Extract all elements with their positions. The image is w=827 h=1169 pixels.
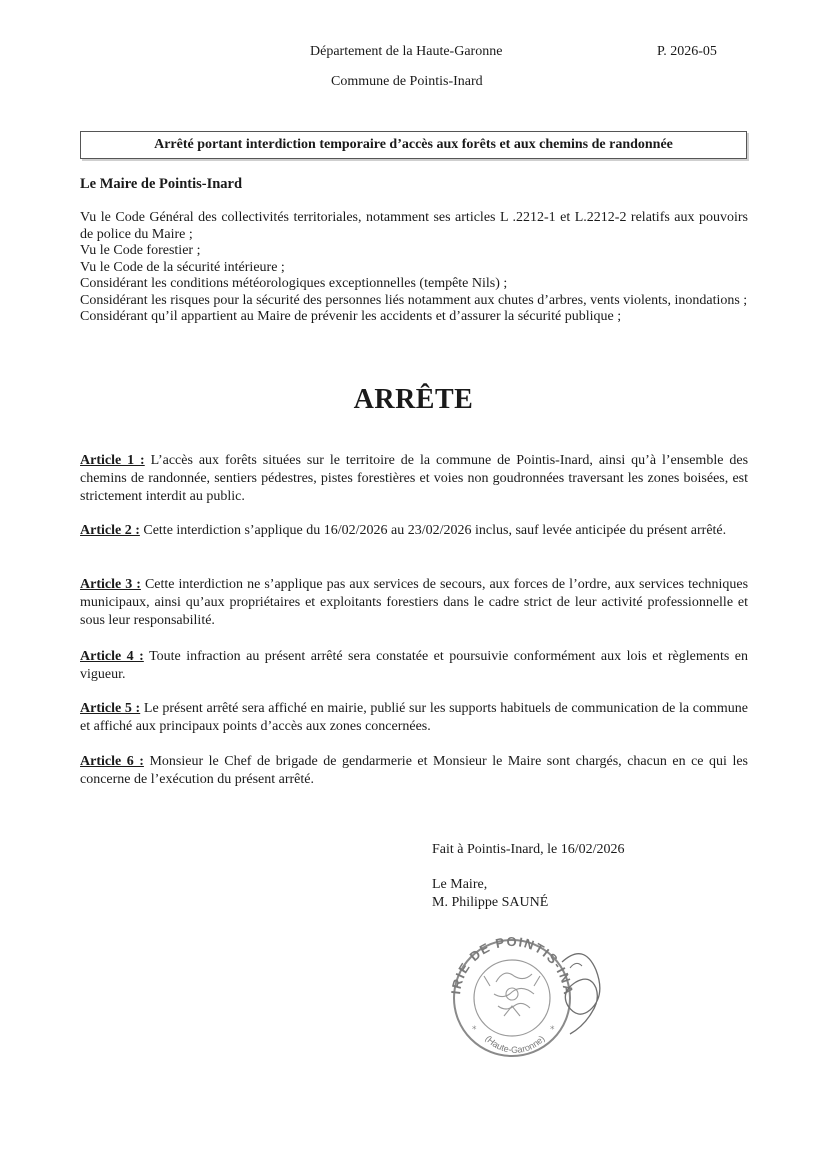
- svg-text:*: *: [550, 1025, 555, 1035]
- svg-text:*: *: [472, 1025, 477, 1035]
- signature-role: Le Maire,: [432, 877, 488, 892]
- preamble-line: Considérant les conditions météorologiques exceptionnelles (tempête Nils) ;: [80, 276, 508, 291]
- document-reference: P. 2026-05: [657, 44, 717, 59]
- article-1: [80, 452, 748, 506]
- article-label: Article 4 :: [80, 649, 144, 664]
- article-label: Article 1 :: [80, 453, 145, 468]
- article-6: [80, 753, 748, 789]
- preamble-line: Considérant les risques pour la sécurité des personnes liés notamment aux chutes d’arbres, vents violents, inondations ;: [80, 292, 748, 308]
- preamble-line: Vu le Code forestier ;: [80, 243, 201, 258]
- department-name: Département de la Haute-Garonne: [310, 44, 503, 59]
- article-3: [80, 576, 748, 630]
- decree-heading: ARRÊTE: [353, 384, 474, 415]
- preamble-line: Vu le Code Général des collectivités territoriales, notamment ses articles L .2212-1 et L.2212-2 relatifs aux pouvoirs de police du Maire ;: [80, 210, 748, 242]
- preamble-line: Considérant qu’il appartient au Maire de prévenir les accidents et d’assurer la sécurité publique ;: [80, 309, 622, 324]
- document-title: Arrêté portant interdiction temporaire d’accès aux forêts et aux chemins de randonnée: [154, 137, 673, 152]
- article-text: L’accès aux forêts situées sur le territoire de la commune de Pointis-Inard, ainsi qu’à l’ensemble des chemins de randonnée, sentiers pédestres, pistes forestières et voies non goudronnées traversant les zones boisées, est strictement interdit au public.: [80, 453, 749, 504]
- article-5: [80, 700, 748, 736]
- official-stamp-icon: [438, 932, 608, 1062]
- article-text: Cette interdiction ne s’applique pas aux services de secours, aux forces de l’ordre, aux services techniques municipaux, ainsi qu’aux propriétaires et exploitants forestiers dans le cadre strict de leur activité professionnelle et sous leur responsabilité.: [80, 577, 749, 628]
- article-text: Cette interdiction s’applique du 16/02/2026 au 23/02/2026 inclus, sauf levée anticipée du présent arrêté.: [143, 523, 727, 538]
- preamble-line: Vu le Code de la sécurité intérieure ;: [80, 259, 285, 275]
- svg-text:MAIRIE DE POINTIS-INARD: IRIE DE POINTIS-INA: [448, 933, 577, 997]
- commune-name: Commune de Pointis-Inard: [331, 74, 483, 89]
- article-label: Article 2 :: [80, 523, 140, 538]
- article-text: Toute infraction au présent arrêté sera constatée et poursuivie conformément aux lois et règlements en vigueur.: [80, 649, 749, 682]
- issuer: Le Maire de Pointis-Inard: [80, 176, 243, 192]
- svg-text:(Haute-Garonne): (Haute-Garonne): [483, 1033, 547, 1055]
- article-4: [80, 648, 748, 684]
- mayor-seal-and-signature: [438, 932, 608, 1062]
- article-label: Article 6 :: [80, 754, 144, 769]
- signature-name: M. Philippe SAUNÉ: [432, 895, 549, 910]
- article-text: Monsieur le Chef de brigade de gendarmerie et Monsieur le Maire sont chargés, chacun en ce qui les concerne de l’exécution du présent arrêté.: [80, 754, 749, 787]
- article-label: Article 5 :: [80, 701, 141, 716]
- signature-place-date: Fait à Pointis-Inard, le 16/02/2026: [432, 842, 625, 857]
- document-title-box: [80, 131, 747, 159]
- article-text: Le présent arrêté sera affiché en mairie, publié sur les supports habituels de communication de la commune et affiché aux principaux points d’accès aux zones concernées.: [80, 701, 749, 734]
- article-2: [80, 522, 748, 540]
- article-label: Article 3 :: [80, 577, 141, 592]
- preamble: [80, 210, 748, 326]
